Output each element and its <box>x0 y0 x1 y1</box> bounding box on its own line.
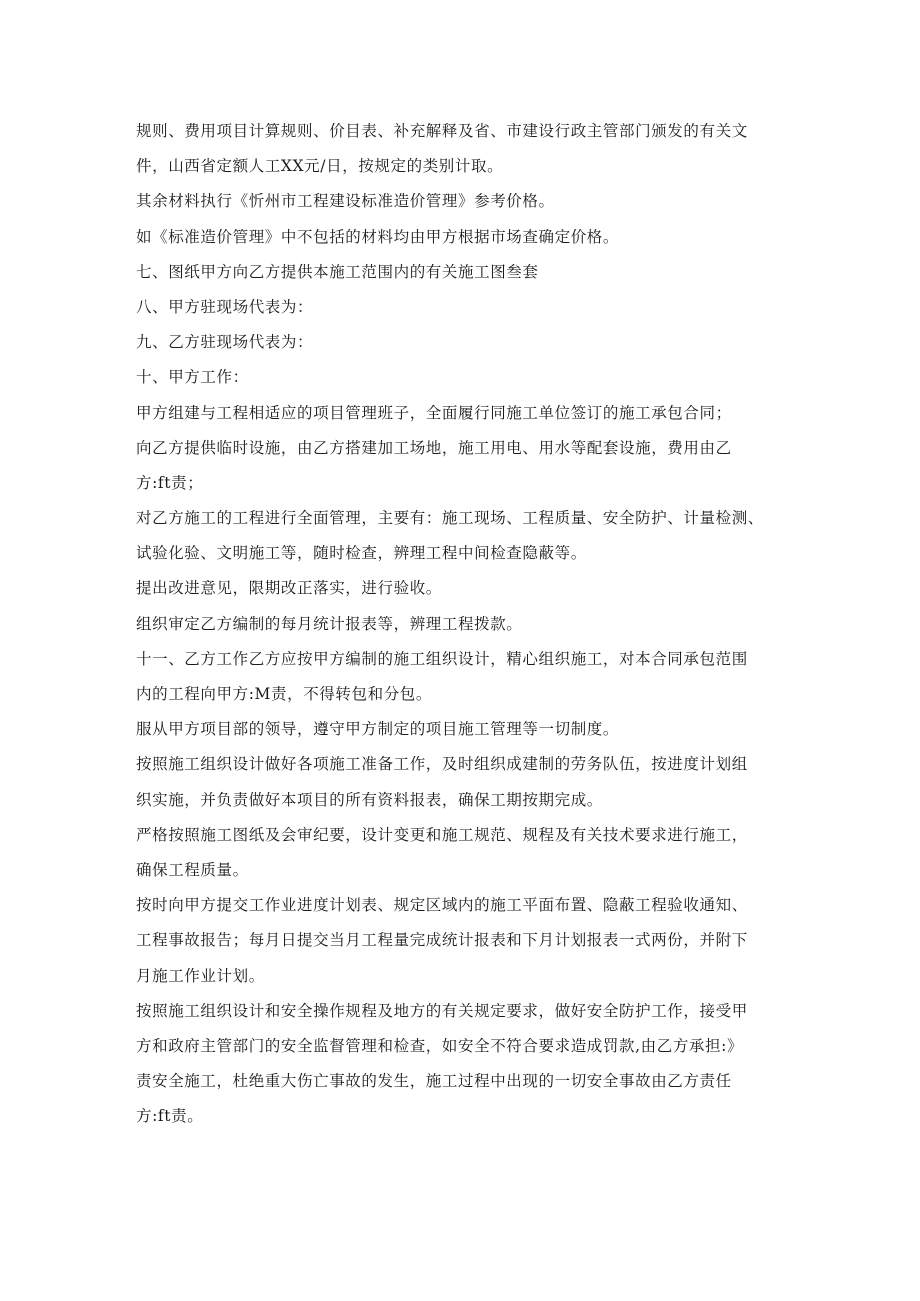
text-line: 试验化验、文明施工等，随时检查，辨理工程中间检查隐蔽等。 <box>136 544 587 563</box>
section-heading: 七、图纸甲方向乙方提供本施工范围内的有关施工图叁套 <box>136 262 539 281</box>
text-line: 方和政府主管部门的安全监督管理和检查，如安全不符合要求造成罚款,由乙方承担:》 <box>136 1036 744 1055</box>
text-line: 工程事故报告；每月日提交当月工程量完成统计报表和下月计划报表一式两份，并附下 <box>136 931 748 950</box>
section-heading: 九、乙方驻现场代表为： <box>136 333 314 352</box>
document-body <box>136 114 808 1134</box>
text-line: 其余材料执行《忻州市工程建设标准造价管理》参考价格。 <box>136 192 555 211</box>
text-line: 按照施工组织设计和安全操作规程及地方的有关规定要求，做好安全防护工作，接受甲 <box>136 1001 748 1020</box>
text-line: 织实施，并负责做好本项目的所有资料报表，确保工期按期完成。 <box>136 790 603 809</box>
text-line: 组织审定乙方编制的每月统计报表等，辨理工程拨款。 <box>136 614 523 633</box>
text-line: 按照施工组织设计做好各项施工准备工作，及时组织成建制的劳务队伍，按进度计划组 <box>136 755 748 774</box>
text-line: 方:ft责。 <box>136 1107 204 1126</box>
text-line: 服从甲方项目部的领导，遵守甲方制定的项目施工管理等一切制度。 <box>136 720 620 739</box>
text-line: 提出改进意见，限期改正落实，进行验收。 <box>136 579 442 598</box>
text-line: 规则、费用项目计算规则、价目表、补充解释及省、市建设行政主管部门颁发的有关文 <box>136 122 748 140</box>
text-line: 确保工程质量。 <box>136 860 249 879</box>
text-line: 责安全施工，杜绝重大伤亡事故的发生，施工过程中出现的一切安全事故由乙方责任 <box>136 1072 732 1091</box>
section-heading: 十一、乙方工作乙方应按甲方编制的施工组织设计，精心组织施工，对本合同承包范围 <box>136 649 748 668</box>
text-line: 月施工作业计划。 <box>136 966 265 985</box>
text-line: 向乙方提供临时设施，由乙方搭建加工场地，施工用电、用水等配套设施，费用由乙 <box>136 438 732 457</box>
section-heading: 十、甲方工作： <box>136 368 249 387</box>
text-line: 对乙方施工的工程进行全面管理，主要有：施工现场、工程质量、安全防护、计量检测、 <box>136 509 764 528</box>
section-heading: 八、甲方驻现场代表为： <box>136 297 314 316</box>
text-line: 方:ft责； <box>136 473 204 492</box>
text-line: 严格按照施工图纸及会审纪要，设计变更和施工规范、规程及有关技术要求进行施工， <box>136 825 748 844</box>
text-line: 内的工程向甲方:M责，不得转包和分包。 <box>136 685 432 703</box>
text-line: 件，山西省定额人工XX元/日，按规定的类别计取。 <box>136 157 504 176</box>
text-line: 甲方组建与工程相适应的项目管理班子，全面履行同施工单位签订的施工承包合同； <box>136 403 732 422</box>
text-line: 按时向甲方提交工作业进度计划表、规定区域内的施工平面布置、隐蔽工程验收通知、 <box>136 896 748 915</box>
text-line: 如《标准造价管理》中不包括的材料均由甲方根据市场查确定价格。 <box>136 227 620 246</box>
